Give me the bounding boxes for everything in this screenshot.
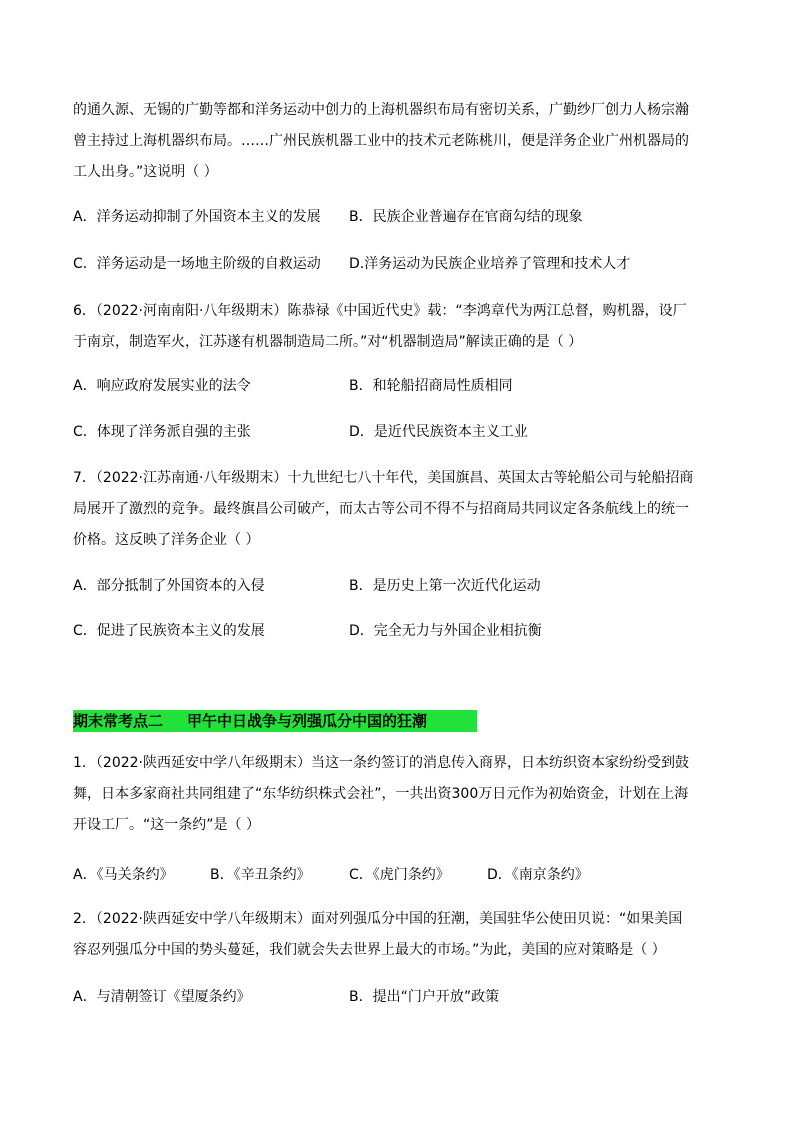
section-label: 期末常考点二 [73,712,164,730]
section-heading [73,710,477,732]
q7-line-3: 价格。这反映了洋务企业（ ） [73,532,260,548]
s2q1-option-b: B．《辛丑条约》 [210,867,311,883]
s2q1-line-2: 舞，日本多家商社共同组建了“东华纺织株式会社”，一共出资300万日元作为初始资金，计划在上海 [73,786,689,802]
q5-option-a: A．洋务运动抑制了外国资本主义的发展 [73,209,321,225]
q7-option-b: B．是历史上第一次近代化运动 [349,578,541,594]
q6-line-2: 于南京，制造军火，江苏遂有机器制造局二所。”对“机器制造局”解读正确的是（ ） [73,334,583,350]
q7-option-a: A．部分抵制了外国资本的入侵 [73,578,265,594]
s2q1-line-1: 1．（2022·陕西延安中学八年级期末）当这一条约签订的消息传入商界，日本纺织资本家纷纷受到鼓 [73,755,689,771]
s2q1-option-d: D．《南京条约》 [487,867,589,883]
q5-option-d: D.洋务运动为民族企业培养了管理和技术人才 [349,256,631,272]
s2q2-option-a: A．与清朝签订《望厦条约》 [73,989,251,1005]
q5-line-1: 的通久源、无锡的广勤等都和洋务运动中创力的上海机器织布局有密切关系，广勤纱厂创力人杨宗瀚 [73,102,689,118]
s2q1-line-3: 开设工厂。“这一条约”是（ ） [73,817,260,833]
q5-line-2: 曾主持过上海机器织布局。……广州民族机器工业中的技术元老陈桃川，便是洋务企业广州机器局的 [73,133,689,149]
s2q2-line-2: 容忍列强瓜分中国的势头蔓延，我们就会失去世界上最大的市场。”为此，美国的应对策略是（ ） [73,942,666,958]
q7-line-2: 局展开了激烈的竞争。最终旗昌公司破产，而太古等公司不得不与招商局共同议定各条航线上的统一 [73,501,689,517]
q7-line-1: 7．（2022·江苏南通·八年级期末）十九世纪七八十年代，美国旗昌、英国太古等轮船公司与轮船招商 [73,470,694,486]
s2q1-option-a: A．《马关条约》 [73,867,174,883]
s2q2-line-1: 2．（2022·陕西延安中学八年级期末）面对列强瓜分中国的狂潮，美国驻华公使田贝说：“如果美国 [73,911,683,927]
section-title: 甲午中日战争与列强瓜分中国的狂潮 [187,712,428,730]
q5-option-b: B．民族企业普遍存在官商勾结的现象 [349,209,583,225]
q6-option-d: D．是近代民族资本主义工业 [349,424,528,440]
q6-option-c: C．体现了洋务派自强的主张 [73,424,251,440]
q5-option-c: C．洋务运动是一场地主阶级的自救运动 [73,256,321,272]
s2q1-option-c: C．《虎门条约》 [349,867,450,883]
s2q2-option-b: B．提出“门户开放”政策 [349,989,500,1005]
q6-line-1: 6．（2022·河南南阳·八年级期末）陈恭禄《中国近代史》载：“李鸿章代为两江总督，购机器，设厂 [73,303,687,319]
q5-line-3: 工人出身。”这说明（ ） [73,164,218,180]
q6-option-a: A．响应政府发展实业的法令 [73,378,251,394]
q6-option-b: B．和轮船招商局性质相同 [349,378,513,394]
q7-option-d: D．完全无力与外国企业相抗衡 [349,623,542,639]
q7-option-c: C．促进了民族资本主义的发展 [73,623,265,639]
